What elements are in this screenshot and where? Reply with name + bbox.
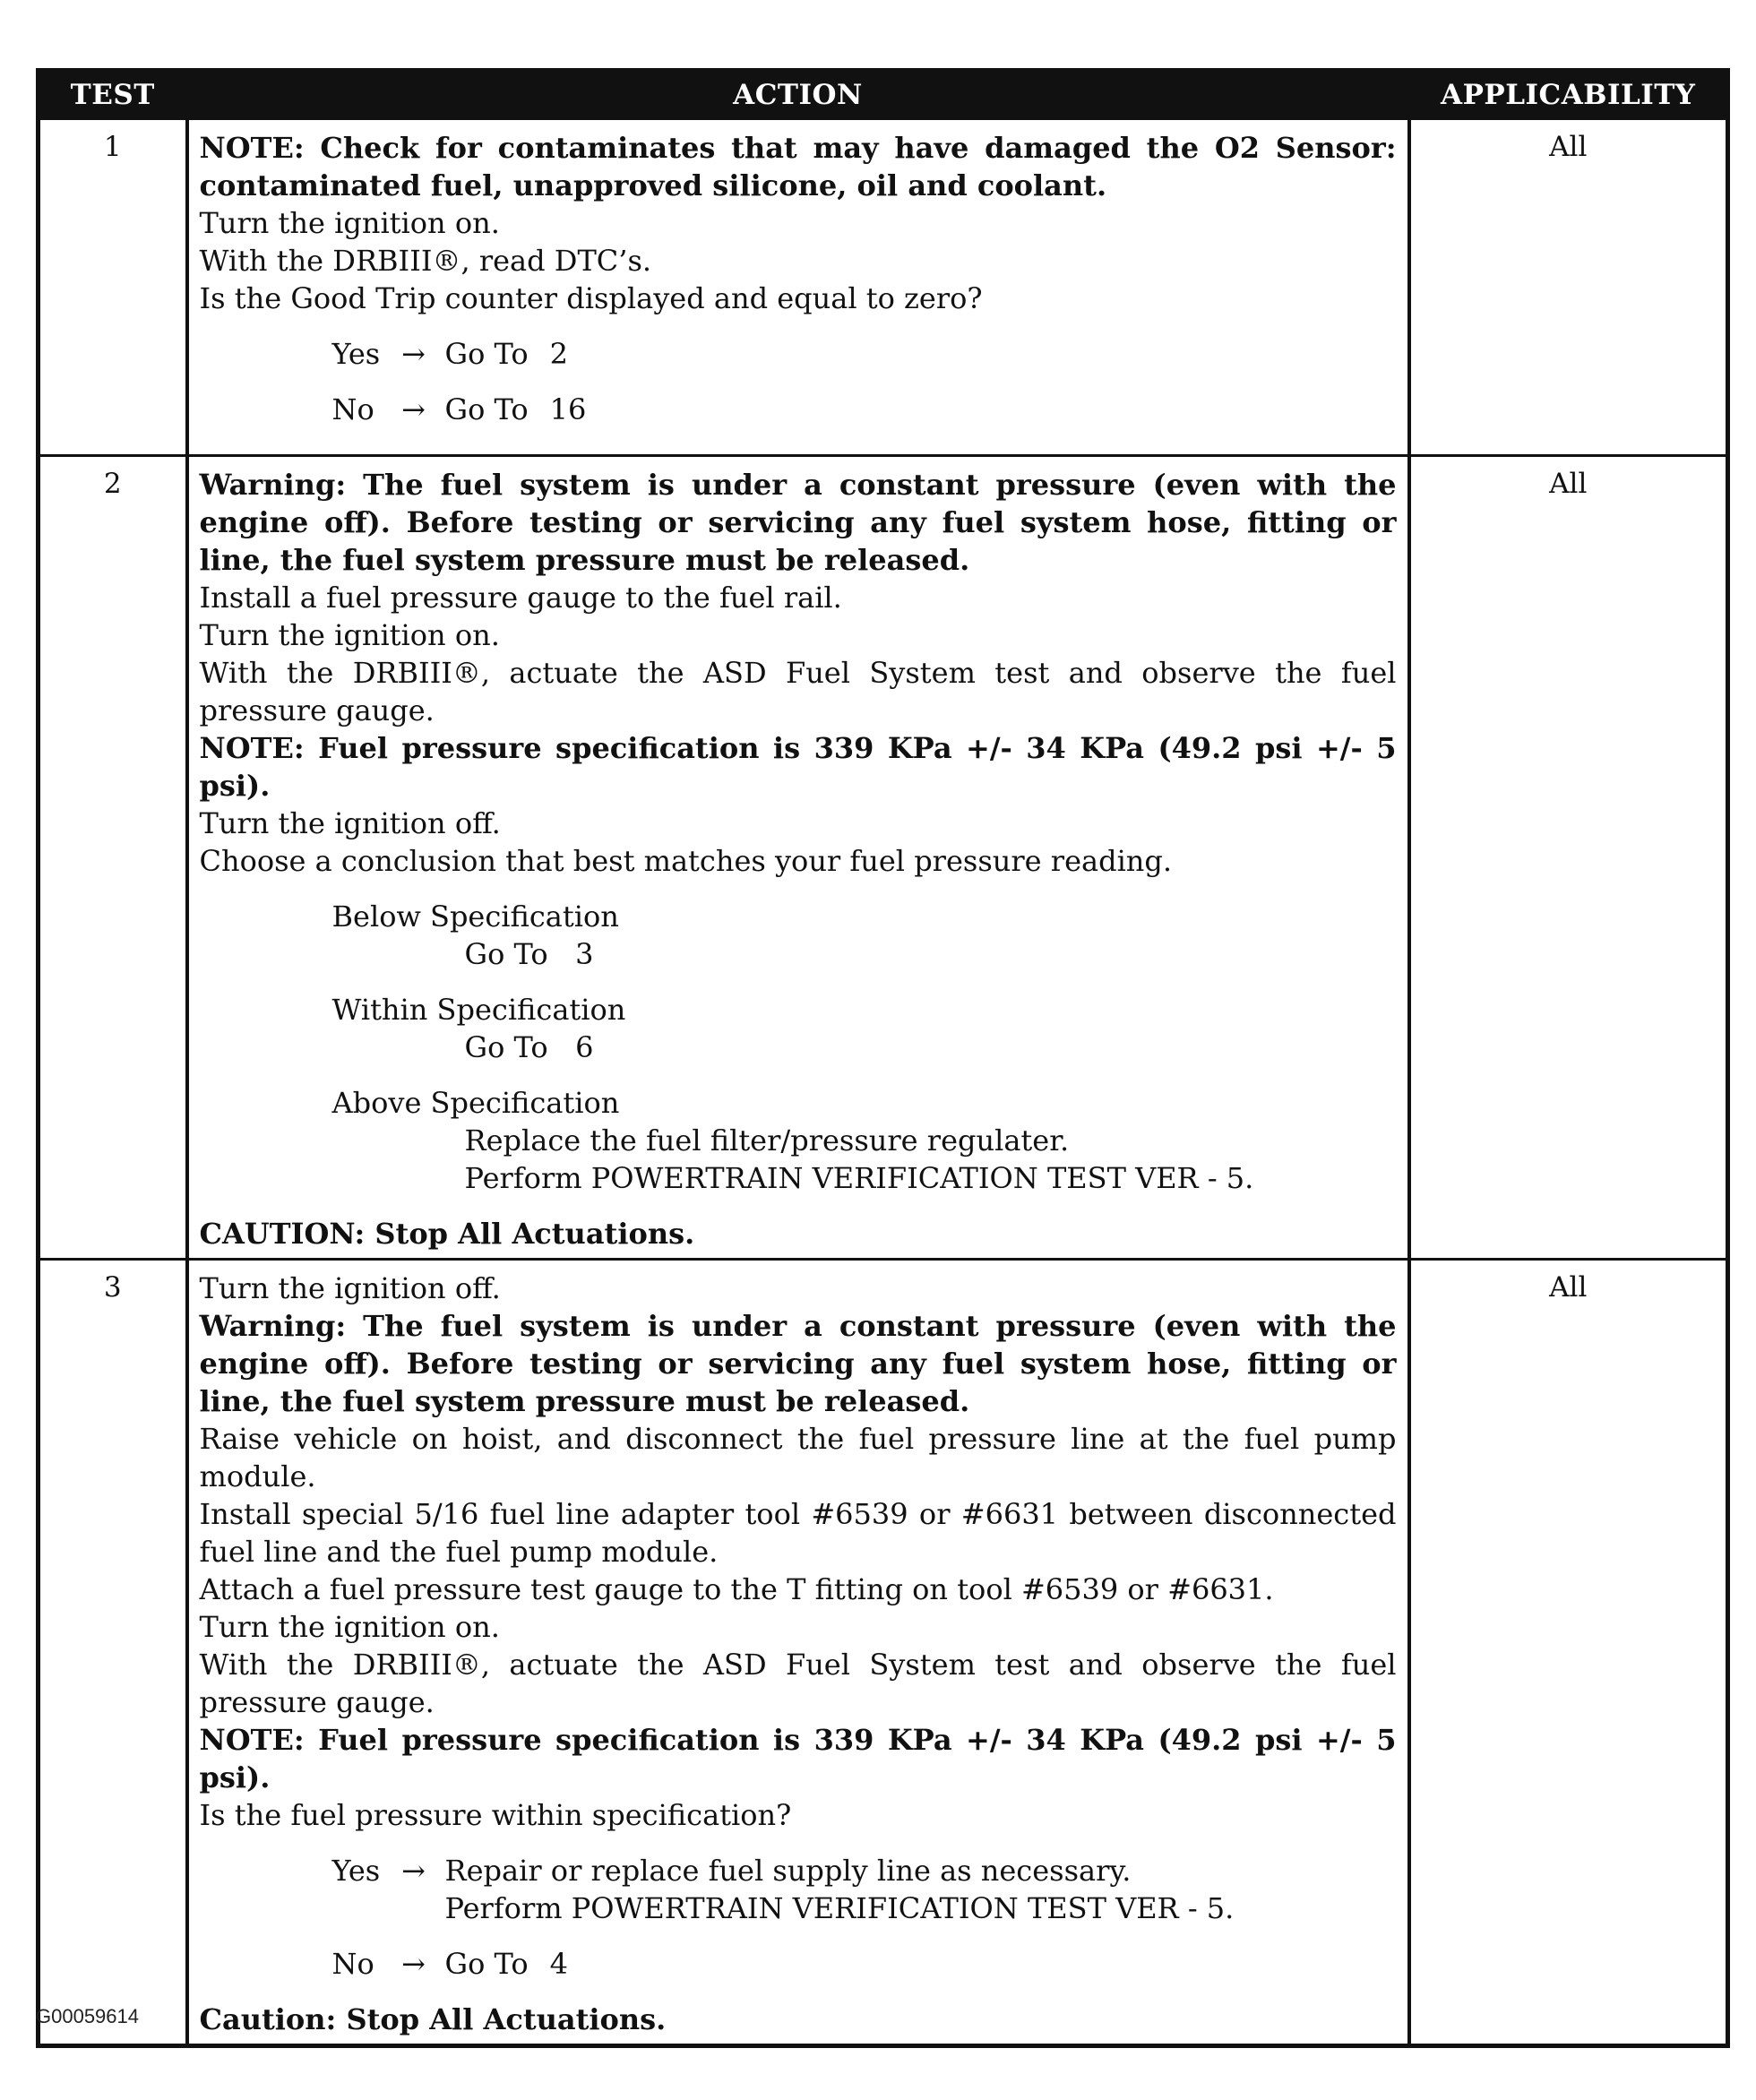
goto-target: 16 bbox=[549, 392, 587, 426]
action-cell bbox=[187, 1260, 1409, 2046]
caution-text: CAUTION: Stop All Actuations. bbox=[199, 1217, 695, 1251]
action-line: With the DRBIII®, actuate the ASD Fuel System test and observe the fuel pressure gauge. bbox=[199, 1648, 1397, 1719]
arrow-right-icon: → bbox=[401, 392, 426, 426]
spec-label: Within Specification bbox=[331, 993, 626, 1027]
test-number: 2 bbox=[39, 456, 187, 1260]
applicability-cell: All bbox=[1409, 1260, 1728, 2046]
choice-yes bbox=[332, 335, 1397, 373]
goto-text: Go To bbox=[444, 337, 529, 371]
figure-id: G00059614 bbox=[36, 2005, 139, 2027]
note-text: NOTE: Fuel pressure specification is 339 KPa +/- 34 KPa (49.2 psi +/- 5 psi). bbox=[199, 1723, 1397, 1794]
spec-within bbox=[332, 991, 1397, 1066]
spec-below bbox=[332, 898, 1397, 973]
warning-text: Warning: The fuel system is under a constant pressure (even with the engine off). Before testing or servicing any fuel system hose, fitting or line, the fuel system pressure must be released. bbox=[199, 1309, 1397, 1418]
choice-label: Yes bbox=[331, 337, 381, 371]
action-line: Attach a fuel pressure test gauge to the T fitting on tool #6539 or #6631. bbox=[199, 1572, 1274, 1606]
table-header-row bbox=[39, 71, 1728, 119]
header-applicability: APPLICABILITY bbox=[1409, 71, 1728, 119]
action-line: Turn the ignition on. bbox=[199, 206, 500, 240]
test-number: 3 bbox=[39, 1260, 187, 2046]
goto-text: Go To bbox=[444, 392, 529, 426]
diagnostic-test-table bbox=[36, 68, 1730, 2048]
choice-label: No bbox=[331, 392, 374, 426]
note-text: NOTE: Fuel pressure specification is 339 KPa +/- 34 KPa (49.2 psi +/- 5 psi). bbox=[199, 731, 1397, 803]
spec-above bbox=[332, 1084, 1397, 1197]
choice-no bbox=[332, 391, 1397, 428]
goto-target: 4 bbox=[549, 1947, 568, 1981]
action-line: Choose a conclusion that best matches your fuel pressure reading. bbox=[199, 844, 1173, 878]
choice-yes bbox=[332, 1852, 1397, 1927]
action-line: With the DRBIII®, read DTC’s. bbox=[199, 244, 652, 278]
arrow-right-icon: → bbox=[401, 337, 426, 371]
result-line: Perform POWERTRAIN VERIFICATION TEST VER - 5. bbox=[444, 1891, 1235, 1925]
caution-text: Caution: Stop All Actuations. bbox=[199, 2002, 667, 2036]
spec-label: Below Specification bbox=[331, 899, 619, 934]
action-line: Turn the ignition on. bbox=[199, 1610, 500, 1644]
spec-result: Replace the fuel filter/pressure regulater. bbox=[464, 1123, 1070, 1158]
choice-label: No bbox=[331, 1947, 374, 1981]
choice-no bbox=[332, 1945, 1397, 1983]
action-cell bbox=[187, 119, 1409, 456]
action-cell bbox=[187, 456, 1409, 1260]
warning-text: Warning: The fuel system is under a constant pressure (even with the engine off). Before testing or servicing any fuel system hose, fitting or line, the fuel system pressure must be released. bbox=[199, 468, 1397, 577]
arrow-right-icon: → bbox=[401, 1854, 426, 1888]
action-line: Is the fuel pressure within specification? bbox=[199, 1798, 792, 1832]
spec-result: Go To 3 bbox=[464, 937, 594, 971]
choice-label: Yes bbox=[331, 1854, 381, 1888]
spec-result: Perform POWERTRAIN VERIFICATION TEST VER - 5. bbox=[464, 1161, 1254, 1195]
action-line: Turn the ignition on. bbox=[199, 618, 500, 652]
applicability-cell: All bbox=[1409, 456, 1728, 1260]
action-line: Install special 5/16 fuel line adapter tool #6539 or #6631 between disconnected fuel line and the fuel pump module. bbox=[199, 1497, 1397, 1569]
header-test: TEST bbox=[39, 71, 187, 119]
test-number: 1 bbox=[39, 119, 187, 456]
action-line: Install a fuel pressure gauge to the fuel rail. bbox=[199, 581, 842, 615]
result-line: Repair or replace fuel supply line as necessary. bbox=[444, 1854, 1132, 1888]
arrow-right-icon: → bbox=[401, 1947, 426, 1981]
header-action: ACTION bbox=[187, 71, 1409, 119]
note-text: NOTE: Check for contaminates that may have damaged the O2 Sensor: contaminated fuel, unapproved silicone, oil and coolant. bbox=[199, 131, 1397, 202]
table-row bbox=[39, 1260, 1728, 2046]
goto-text: Go To bbox=[444, 1947, 529, 1981]
table-row bbox=[39, 119, 1728, 456]
spec-result: Go To 6 bbox=[464, 1030, 594, 1064]
action-line: Is the Good Trip counter displayed and equal to zero? bbox=[199, 281, 983, 315]
table-row bbox=[39, 456, 1728, 1260]
action-line: With the DRBIII®, actuate the ASD Fuel System test and observe the fuel pressure gauge. bbox=[199, 656, 1397, 727]
action-line: Raise vehicle on hoist, and disconnect the fuel pressure line at the fuel pump module. bbox=[199, 1422, 1397, 1493]
spec-label: Above Specification bbox=[331, 1086, 620, 1120]
goto-target: 2 bbox=[549, 337, 568, 371]
action-line: Turn the ignition off. bbox=[199, 806, 501, 840]
choice-result bbox=[445, 1852, 1235, 1927]
action-line: Turn the ignition off. bbox=[199, 1271, 501, 1305]
applicability-cell: All bbox=[1409, 119, 1728, 456]
